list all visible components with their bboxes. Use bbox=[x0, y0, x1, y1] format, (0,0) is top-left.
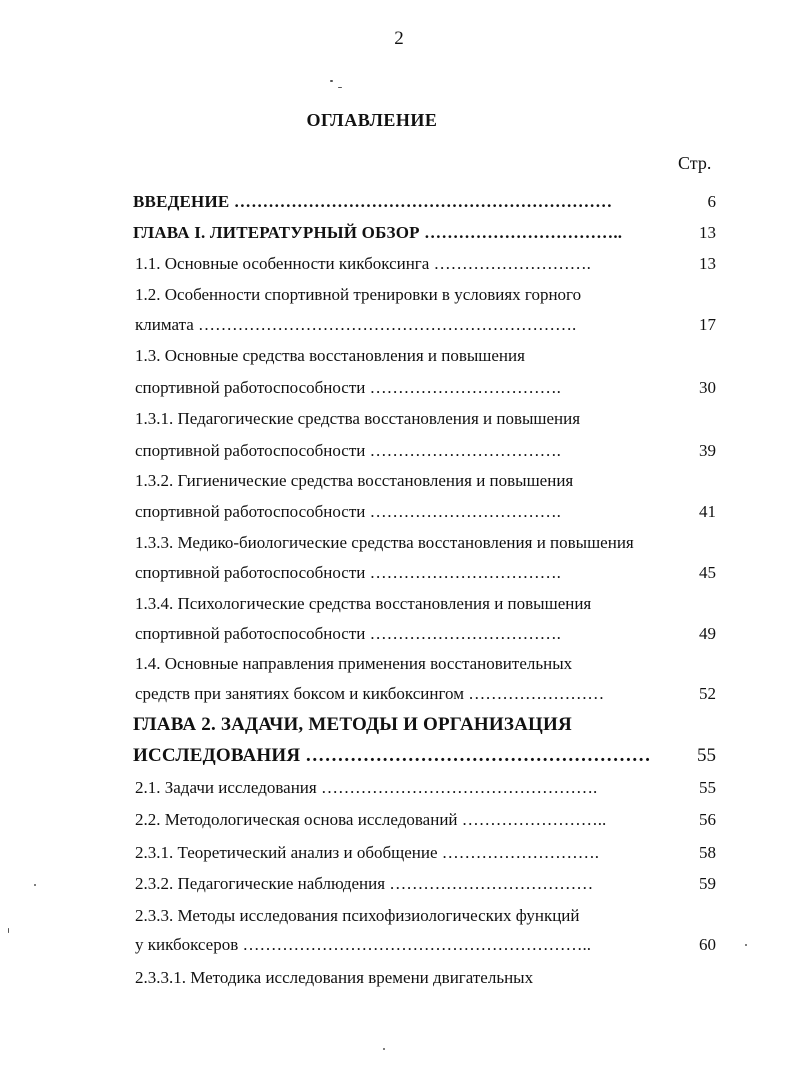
scan-speck bbox=[8, 928, 9, 933]
toc-entry bbox=[0, 806, 798, 834]
toc-entry-text: спортивной работоспособности ……………………………. bbox=[135, 441, 561, 460]
toc-entry-text: спортивной работоспособности ……………………………. bbox=[135, 563, 561, 582]
toc-entry-text: 2.3.3. Методы исследования психофизиологических функций bbox=[135, 906, 580, 925]
scan-speck bbox=[338, 87, 342, 88]
toc-entry bbox=[0, 281, 798, 309]
toc-entry bbox=[0, 680, 798, 708]
toc-entry-page: 58 bbox=[699, 843, 716, 862]
toc-entry bbox=[0, 964, 798, 992]
toc-entry-text: 1.3.4. Психологические средства восстановления и повышения bbox=[135, 594, 592, 613]
toc-entry bbox=[0, 467, 798, 495]
toc-entry bbox=[0, 931, 798, 959]
toc-entry-text: спортивной работоспособности ……………………………. bbox=[135, 624, 561, 643]
toc-entry-page: 56 bbox=[699, 810, 716, 829]
toc-entry bbox=[0, 774, 798, 802]
toc-entry bbox=[0, 342, 798, 370]
toc-entry-text: ИССЛЕДОВАНИЯ ……………………………………………… bbox=[133, 745, 651, 766]
toc-entry-text: ВВЕДЕНИЕ ………………………………………………………… bbox=[133, 192, 613, 211]
toc-entry bbox=[0, 374, 798, 402]
toc-entry bbox=[0, 311, 798, 339]
toc-entry-page: 55 bbox=[697, 745, 716, 766]
toc-entry-text: 1.3.1. Педагогические средства восстановления и повышения bbox=[135, 409, 581, 428]
toc-entry-text: у кикбоксеров …………………………………………………….. bbox=[135, 935, 592, 954]
scan-speck bbox=[745, 944, 747, 946]
toc-entry bbox=[0, 902, 798, 930]
scan-speck bbox=[330, 80, 333, 82]
toc-chapter-heading bbox=[0, 742, 798, 770]
toc-entry bbox=[0, 590, 798, 618]
toc-entry-page: 30 bbox=[699, 378, 716, 397]
page-column-label: Стр. bbox=[678, 153, 712, 173]
toc-entry-page: 41 bbox=[699, 502, 716, 521]
toc-entry bbox=[0, 250, 798, 278]
toc-entry-text: средств при занятиях боксом и кикбоксингом …………………… bbox=[135, 684, 605, 703]
toc-entry bbox=[0, 559, 798, 587]
toc-entry-page: 52 bbox=[699, 684, 716, 703]
toc-entry bbox=[0, 620, 798, 648]
toc-entry bbox=[0, 529, 798, 557]
toc-entry-text: ГЛАВА I. ЛИТЕРАТУРНЫЙ ОБЗОР …………………………….. bbox=[133, 223, 623, 242]
toc-entry-text: 2.1. Задачи исследования …………………………………………. bbox=[135, 778, 598, 797]
toc-entry-page: 55 bbox=[699, 778, 716, 797]
toc-chapter-heading bbox=[0, 711, 798, 739]
scan-speck bbox=[34, 884, 36, 886]
toc-entry-text: 2.3.3.1. Методика исследования времени двигательных bbox=[135, 968, 534, 987]
toc-entry-text: 1.1. Основные особенности кикбоксинга ………………………. bbox=[135, 254, 591, 273]
toc-entry-page: 39 bbox=[699, 441, 716, 460]
toc-entry-page: 13 bbox=[699, 223, 716, 242]
toc-entry bbox=[0, 188, 798, 216]
toc-entry-text: 2.2. Методологическая основа исследований …………………….. bbox=[135, 810, 607, 829]
toc-entry-page: 13 bbox=[699, 254, 716, 273]
toc-entry bbox=[0, 405, 798, 433]
toc-entry-text: 2.3.2. Педагогические наблюдения ……………………………… bbox=[135, 874, 594, 893]
toc-entry bbox=[0, 437, 798, 465]
toc-entry-text: климата …………………………………………………………. bbox=[135, 315, 577, 334]
document-title: ОГЛАВЛЕНИЕ bbox=[306, 110, 438, 130]
toc-entry-page: 60 bbox=[699, 935, 716, 954]
toc-entry bbox=[0, 870, 798, 898]
toc-entry-text: 1.2. Особенности спортивной тренировки в условиях горного bbox=[135, 285, 582, 304]
toc-entry-text: 1.3. Основные средства восстановления и повышения bbox=[135, 346, 525, 365]
toc-entry-text: 1.3.2. Гигиенические средства восстановления и повышения bbox=[135, 471, 574, 490]
toc-entry-text: спортивной работоспособности ……………………………. bbox=[135, 378, 561, 397]
toc-entry-text: ГЛАВА 2. ЗАДАЧИ, МЕТОДЫ И ОРГАНИЗАЦИЯ bbox=[133, 714, 572, 735]
toc-entry-text: 1.3.3. Медико-биологические средства восстановления и повышения bbox=[135, 533, 634, 552]
toc-entry-text: 1.4. Основные направления применения восстановительных bbox=[135, 654, 573, 673]
toc-entry bbox=[0, 650, 798, 678]
toc-entry bbox=[0, 498, 798, 526]
toc-entry-page: 6 bbox=[707, 192, 716, 211]
toc-entry-page: 45 bbox=[699, 563, 716, 582]
page-number: 2 bbox=[394, 28, 404, 49]
toc-entry-text: 2.3.1. Теоретический анализ и обобщение ………………………. bbox=[135, 843, 600, 862]
toc-entry-text: спортивной работоспособности ……………………………. bbox=[135, 502, 561, 521]
toc-entry-page: 49 bbox=[699, 624, 716, 643]
toc-entry-page: 17 bbox=[699, 315, 716, 334]
toc-entry-page: 59 bbox=[699, 874, 716, 893]
toc-entry bbox=[0, 839, 798, 867]
scan-speck bbox=[383, 1048, 385, 1050]
toc-entry bbox=[0, 219, 798, 247]
